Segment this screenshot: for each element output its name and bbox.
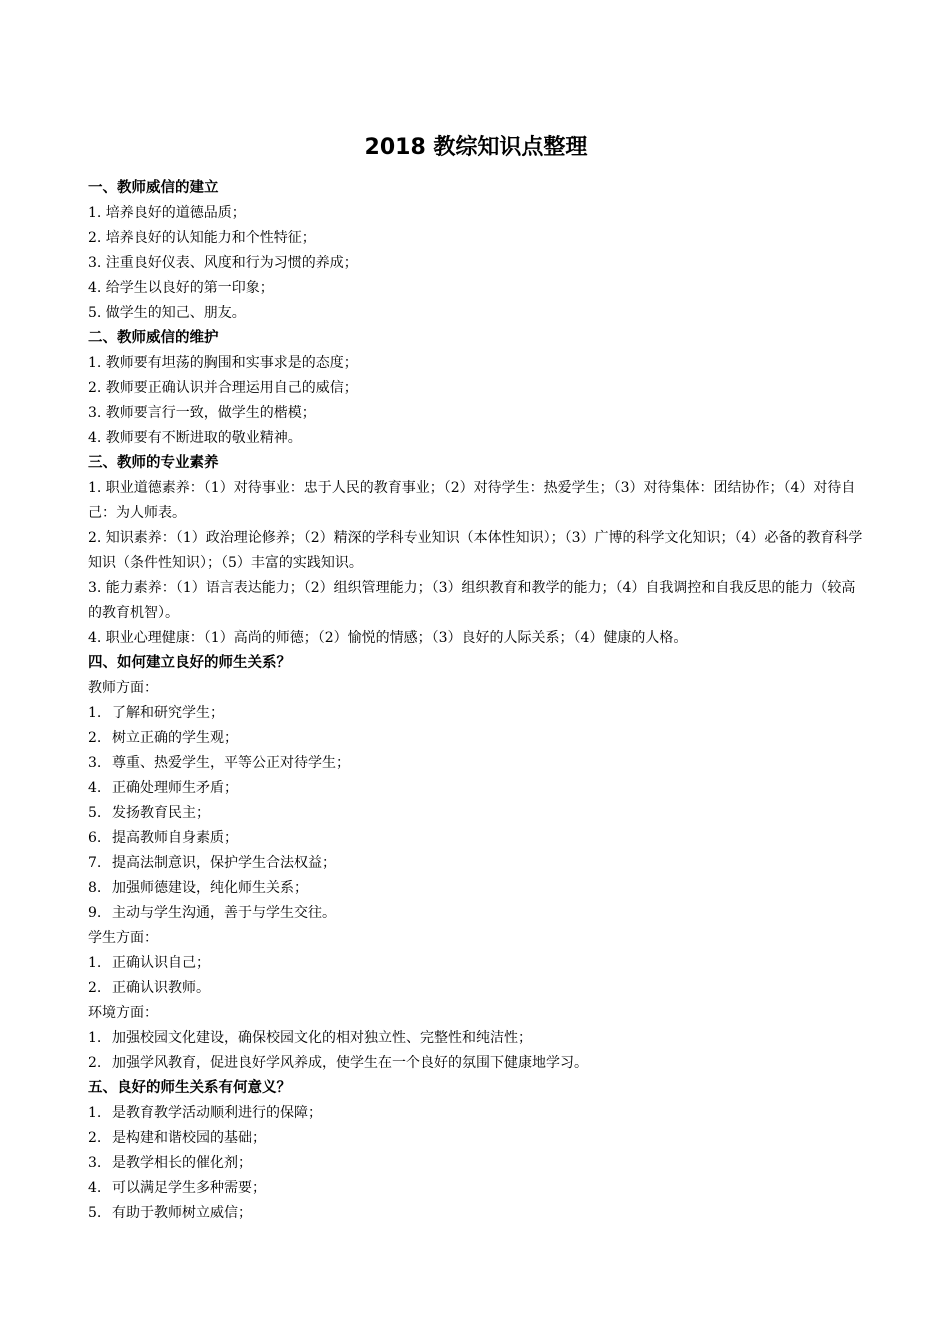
list-item: [88, 1201, 864, 1226]
list-item: [88, 1101, 864, 1126]
list-item: [88, 1051, 864, 1076]
list-item: [88, 726, 864, 751]
list-item: 1. 职业道德素养：（1）对待事业：忠于人民的教育事业；（2）对待学生：热爱学生；（3）对待集体：团结协作；（4）对待自己：为人师表。: [88, 480, 856, 521]
item-number: 6.: [88, 830, 102, 846]
section-heading: 五、良好的师生关系有何意义？: [88, 1080, 291, 1096]
section-authority-maintenance: [88, 326, 864, 451]
section-authority-building: [88, 176, 864, 326]
item-text: 是教育教学活动顺利进行的保障；: [112, 1105, 322, 1121]
item-text: 加强师德建设，纯化师生关系；: [112, 880, 308, 896]
list-item: [88, 801, 864, 826]
list-item: 4. 职业心理健康：（1）高尚的师德；（2）愉悦的情感；（3）良好的人际关系；（4）健康的人格。: [88, 630, 688, 646]
section-heading: 二、教师威信的维护: [88, 330, 219, 346]
item-number: 4.: [88, 780, 102, 796]
section-relations-significance: [88, 1076, 864, 1226]
item-text: 提高教师自身素质；: [112, 830, 238, 846]
list-item: [88, 1151, 864, 1176]
item-text: 尊重、热爱学生，平等公正对待学生；: [112, 755, 350, 771]
item-text: 树立正确的学生观；: [112, 730, 238, 746]
item-text: 正确处理师生矛盾；: [112, 780, 238, 796]
list-item: 1. 教师要有坦荡的胸围和实事求是的态度；: [88, 355, 358, 371]
list-item: 2. 教师要正确认识并合理运用自己的威信；: [88, 380, 358, 396]
item-text: 有助于教师树立威信；: [112, 1205, 252, 1221]
item-number: 1.: [88, 1105, 102, 1121]
section-heading: 一、教师威信的建立: [88, 180, 219, 196]
item-text: 正确认识教师。: [112, 980, 210, 996]
list-item: [88, 851, 864, 876]
list-item: [88, 701, 864, 726]
list-item: [88, 826, 864, 851]
item-text: 提高法制意识，保护学生合法权益；: [112, 855, 336, 871]
item-text: 主动与学生沟通，善于与学生交往。: [112, 905, 336, 921]
list-item: 4. 给学生以良好的第一印象；: [88, 280, 274, 296]
item-text: 正确认识自己；: [112, 955, 210, 971]
list-item: [88, 1176, 864, 1201]
list-item: 3. 能力素养：（1）语言表达能力；（2）组织管理能力；（3）组织教育和教学的能力；（4）自我调控和自我反思的能力（较高的教育机智）。: [88, 580, 856, 621]
list-item: [88, 876, 864, 901]
item-number: 4.: [88, 1180, 102, 1196]
item-text: 发扬教育民主；: [112, 805, 210, 821]
item-number: 2.: [88, 1130, 102, 1146]
list-item: [88, 776, 864, 801]
list-item: 1. 培养良好的道德品质；: [88, 205, 246, 221]
list-item: 3. 注重良好仪表、风度和行为习惯的养成；: [88, 255, 358, 271]
list-item: [88, 901, 864, 926]
section-professional-literacy: [88, 451, 864, 651]
teacher-aspect-label: 教师方面：: [88, 680, 158, 696]
item-number: 2.: [88, 1055, 102, 1071]
list-item: [88, 1026, 864, 1051]
list-item: 4. 教师要有不断进取的敬业精神。: [88, 430, 302, 446]
item-text: 可以满足学生多种需要；: [112, 1180, 266, 1196]
section-teacher-student-relations: [88, 651, 864, 1076]
item-number: 3.: [88, 755, 102, 771]
list-item: [88, 751, 864, 776]
item-number: 1.: [88, 1030, 102, 1046]
environment-aspect-label: 环境方面：: [88, 1005, 158, 1021]
list-item: 2. 培养良好的认知能力和个性特征；: [88, 230, 316, 246]
item-number: 5.: [88, 805, 102, 821]
document-title: 2018 教综知识点整理: [364, 135, 588, 160]
item-number: 7.: [88, 855, 102, 871]
list-item: [88, 951, 864, 976]
list-item: [88, 976, 864, 1001]
student-aspect-label: 学生方面：: [88, 930, 158, 946]
item-number: 1.: [88, 955, 102, 971]
item-number: 2.: [88, 980, 102, 996]
item-number: 1.: [88, 705, 102, 721]
item-number: 5.: [88, 1205, 102, 1221]
list-item: 2. 知识素养：（1）政治理论修养；（2）精深的学科专业知识（本体性知识）；（3）广博的科学文化知识；（4）必备的教育科学知识（条件性知识）；（5）丰富的实践知识。: [88, 530, 863, 571]
section-heading: 三、教师的专业素养: [88, 455, 219, 471]
item-text: 加强学风教育，促进良好学风养成，使学生在一个良好的氛围下健康地学习。: [112, 1055, 588, 1071]
item-text: 加强校园文化建设，确保校园文化的相对独立性、完整性和纯洁性；: [112, 1030, 532, 1046]
list-item: 5. 做学生的知己、朋友。: [88, 305, 246, 321]
item-number: 3.: [88, 1155, 102, 1171]
item-number: 2.: [88, 730, 102, 746]
item-text: 了解和研究学生；: [112, 705, 224, 721]
item-number: 9.: [88, 905, 102, 921]
list-item: [88, 1126, 864, 1151]
item-text: 是教学相长的催化剂；: [112, 1155, 252, 1171]
item-text: 是构建和谐校园的基础；: [112, 1130, 266, 1146]
list-item: 3. 教师要言行一致，做学生的楷模；: [88, 405, 316, 421]
section-heading: 四、如何建立良好的师生关系？: [88, 655, 291, 671]
item-number: 8.: [88, 880, 102, 896]
